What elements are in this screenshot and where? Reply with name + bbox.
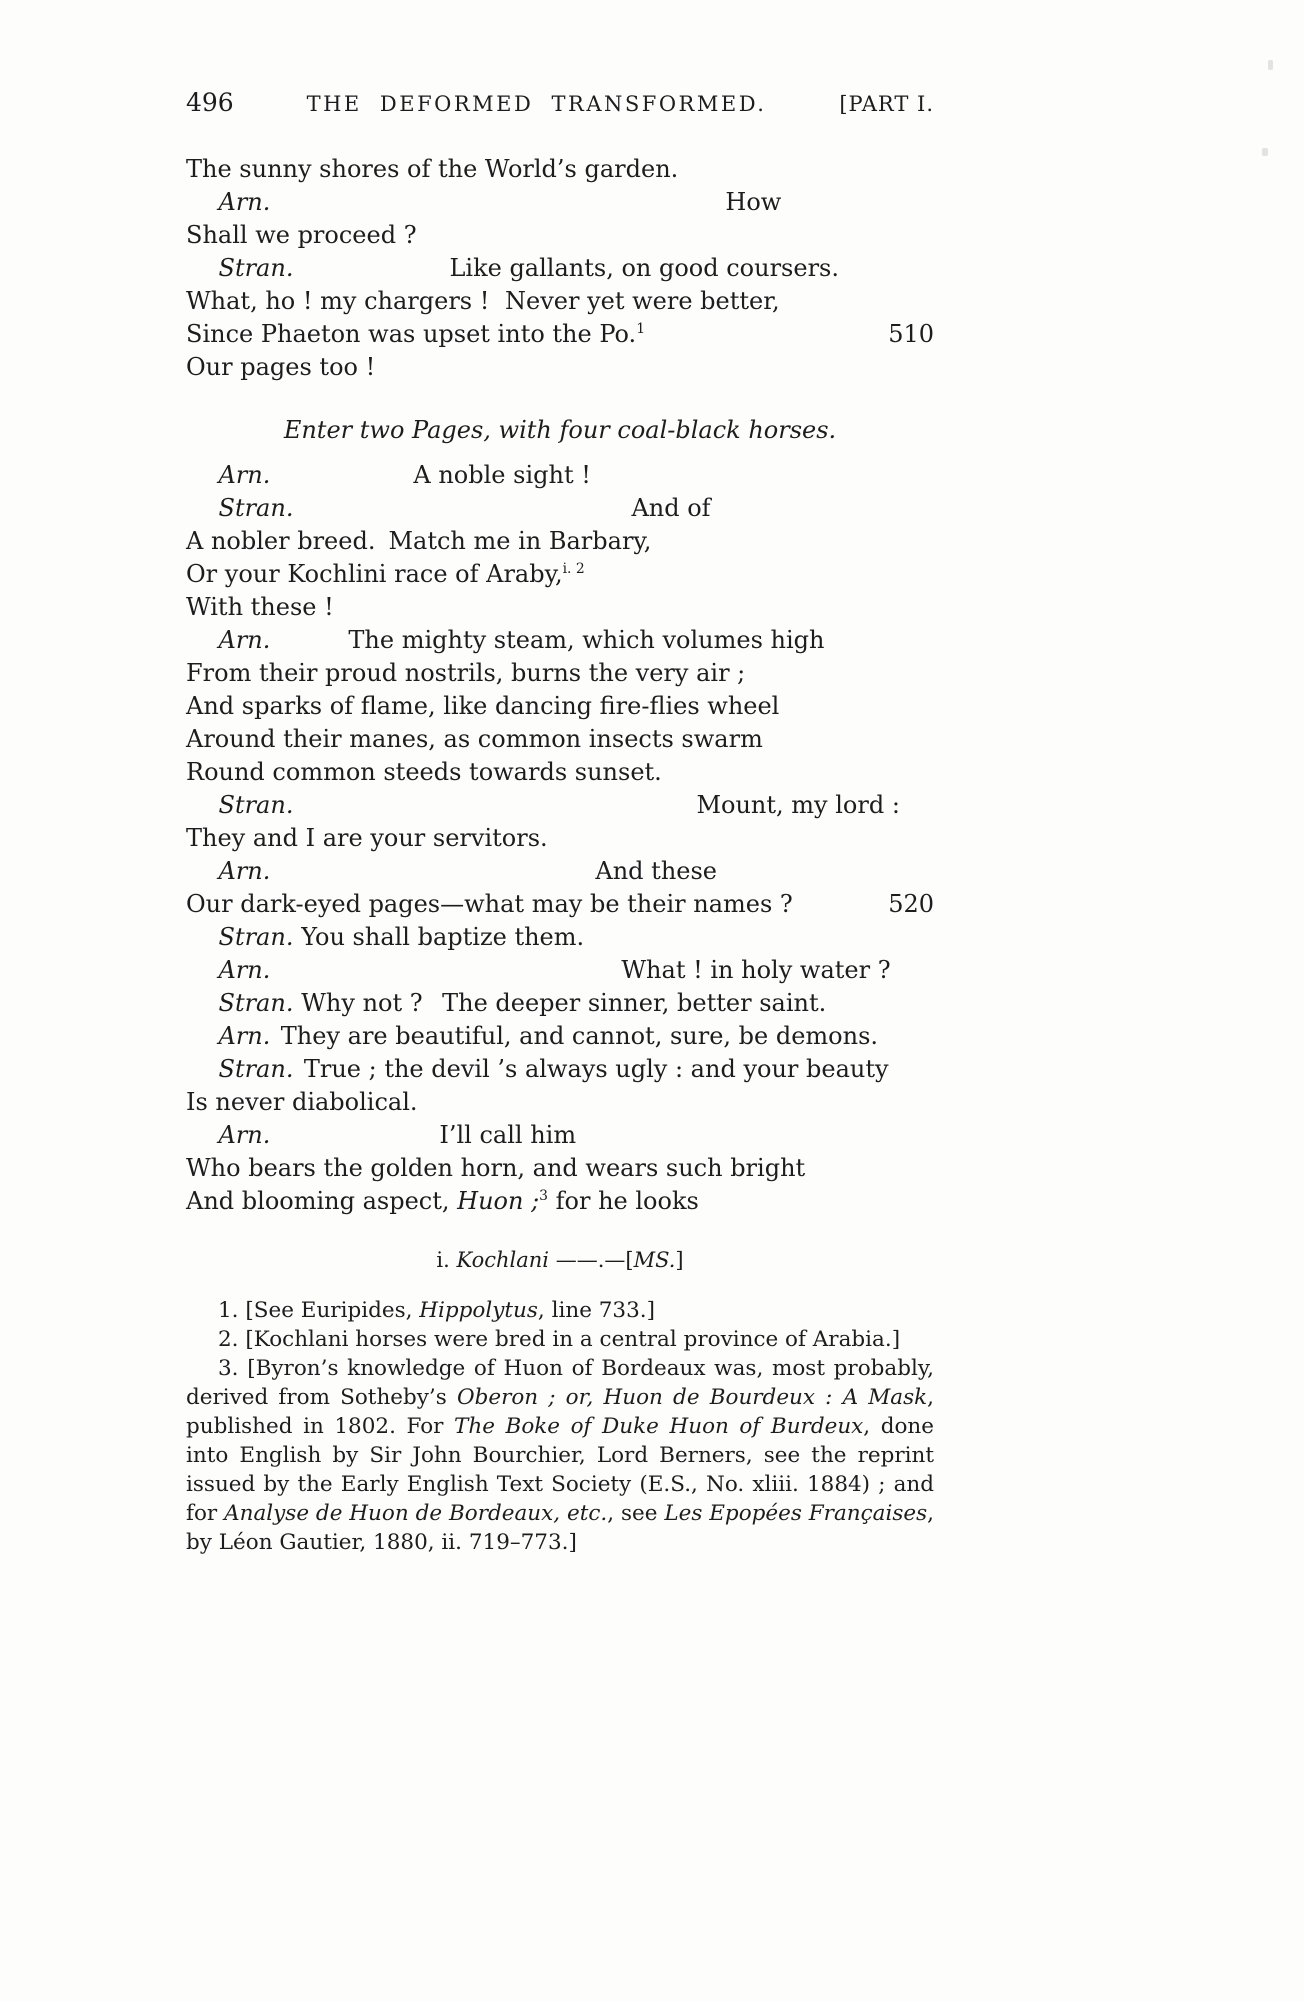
verse-line bbox=[186, 789, 934, 822]
text-segment: Is never diabolical. bbox=[186, 1088, 418, 1116]
footnote bbox=[186, 1296, 934, 1325]
text-segment: Our pages too ! bbox=[186, 353, 376, 381]
italic-segment: Kochlani bbox=[456, 1248, 550, 1272]
italic-segment: Oberon ; or, Huon de Bourdeux : A Mask bbox=[456, 1385, 928, 1410]
italic-segment: The Boke of Duke Huon of Burdeux bbox=[454, 1414, 864, 1439]
text-segment: 3. [Byron’s knowledge of Huon of Bordeaux was, most probably, derived from Sotheby’s bbox=[186, 1356, 934, 1410]
verse-line bbox=[186, 888, 934, 921]
text-segment: True ; the devil ’s always ugly : and your beauty bbox=[303, 1055, 889, 1083]
verse-body bbox=[186, 153, 934, 1218]
scan-artifact bbox=[1268, 60, 1273, 70]
verse-line bbox=[186, 318, 934, 351]
text-segment: Shall we proceed ? bbox=[186, 221, 417, 249]
speaker-label: Arn. bbox=[218, 461, 271, 489]
verse-line bbox=[186, 855, 934, 888]
text-segment: Or your Kochlini race of Araby, bbox=[186, 560, 563, 588]
page-header bbox=[186, 88, 934, 117]
text-segment: Our dark-eyed pages—what may be their names ? bbox=[186, 890, 793, 918]
speaker-label: Arn. bbox=[218, 188, 271, 216]
verse-line bbox=[186, 252, 934, 285]
page-number: 496 bbox=[186, 88, 234, 117]
text-segment: And sparks of flame, like dancing fire-flies wheel bbox=[186, 692, 780, 720]
speaker-label: Arn. bbox=[218, 1022, 271, 1050]
verse-line bbox=[186, 186, 934, 219]
speaker-label: Arn. bbox=[218, 857, 271, 885]
text-segment: The mighty steam, which volumes high bbox=[348, 626, 825, 654]
line-number: 510 bbox=[888, 320, 934, 348]
verse-line bbox=[186, 1020, 934, 1053]
text-segment: What, ho ! my chargers ! bbox=[186, 287, 490, 315]
italic-segment: Analyse de Huon de Bordeaux, etc. bbox=[224, 1501, 608, 1526]
text-segment: They and I are your servitors. bbox=[186, 824, 548, 852]
text-segment: How bbox=[725, 188, 782, 216]
text-segment: ——.—[ bbox=[549, 1248, 634, 1272]
speaker-label: Stran. bbox=[218, 791, 294, 819]
footnotes bbox=[186, 1296, 934, 1557]
italic-segment: Hippolytus bbox=[419, 1298, 538, 1323]
speaker-label: Stran. bbox=[218, 923, 294, 951]
text-segment: From their proud nostrils, burns the very air ; bbox=[186, 659, 746, 687]
footnote bbox=[186, 1354, 934, 1557]
italic-segment: Huon ; bbox=[457, 1187, 540, 1215]
text-segment: Like gallants, on good coursers. bbox=[449, 254, 839, 282]
verse-line bbox=[186, 492, 934, 525]
verse-line bbox=[186, 351, 934, 384]
text-segment: , done into English by Sir John Bourchier, Lord Berners, see the reprint issued by the Early English Text Society (E.S., No. xliii. 1884) ; and for bbox=[186, 1414, 934, 1526]
footnote-ref: i. 2 bbox=[562, 561, 585, 577]
verse-line bbox=[186, 591, 934, 624]
text-segment: A nobler breed. bbox=[186, 527, 376, 555]
text-segment: Never yet were better, bbox=[505, 287, 780, 315]
line-number: 520 bbox=[888, 890, 934, 918]
scan-artifact bbox=[1262, 148, 1268, 156]
verse-line bbox=[186, 1152, 934, 1185]
footnote bbox=[186, 1325, 934, 1354]
speaker-label: Arn. bbox=[218, 1121, 271, 1149]
verse-line bbox=[186, 1185, 934, 1218]
text-segment: ] bbox=[675, 1248, 684, 1272]
verse-line bbox=[186, 525, 934, 558]
text-column bbox=[186, 88, 934, 1557]
verse-line bbox=[186, 987, 934, 1020]
italic-segment: Enter two Pages, with four coal-black horses. bbox=[283, 416, 837, 444]
text-segment: Who bears the golden horn, and wears such bright bbox=[186, 1154, 806, 1182]
verse-line bbox=[186, 624, 934, 657]
verse-line bbox=[186, 558, 934, 591]
verse-line bbox=[186, 1053, 934, 1086]
verse-line bbox=[186, 1086, 934, 1119]
text-segment: With these ! bbox=[186, 593, 334, 621]
variant-note bbox=[186, 1248, 934, 1272]
text-segment: The deeper sinner, better saint. bbox=[442, 989, 827, 1017]
verse-line bbox=[186, 1119, 934, 1152]
text-segment: Since Phaeton was upset into the Po. bbox=[186, 320, 637, 348]
text-segment: 2. [Kochlani horses were bred in a central province of Arabia.] bbox=[218, 1327, 901, 1352]
text-segment: 1. [See Euripides, bbox=[218, 1298, 420, 1323]
text-segment: , see bbox=[607, 1501, 665, 1526]
text-segment: You shall baptize them. bbox=[301, 923, 585, 951]
text-segment: Mount, my lord : bbox=[696, 791, 900, 819]
text-segment: I’ll call him bbox=[439, 1121, 577, 1149]
verse-line bbox=[186, 459, 934, 492]
stage-direction bbox=[186, 414, 934, 447]
text-segment: The sunny shores of the World’s garden. bbox=[186, 155, 679, 183]
speaker-label: Stran. bbox=[218, 1055, 294, 1083]
text-segment: Around their manes, as common insects swarm bbox=[186, 725, 763, 753]
part-label: [PART I. bbox=[839, 92, 934, 116]
verse-line bbox=[186, 153, 934, 186]
speaker-label: Stran. bbox=[218, 989, 294, 1017]
verse-line bbox=[186, 723, 934, 756]
verse-line bbox=[186, 954, 934, 987]
verse-line bbox=[186, 756, 934, 789]
running-title: THE DEFORMED TRANSFORMED. bbox=[306, 92, 767, 116]
text-segment: They are beautiful, and cannot, sure, be demons. bbox=[280, 1022, 879, 1050]
text-segment: Round common steeds towards sunset. bbox=[186, 758, 662, 786]
speaker-label: Arn. bbox=[218, 626, 271, 654]
text-segment: , by Léon Gautier, 1880, ii. 719–773.] bbox=[186, 1501, 934, 1555]
verse-line bbox=[186, 219, 934, 252]
speaker-label: Stran. bbox=[218, 254, 294, 282]
text-segment: Match me in Barbary, bbox=[388, 527, 652, 555]
verse-line bbox=[186, 921, 934, 954]
verse-line bbox=[186, 285, 934, 318]
text-segment: What ! in holy water ? bbox=[621, 956, 891, 984]
text-segment: And these bbox=[595, 857, 717, 885]
text-segment: , published in 1802. For bbox=[186, 1385, 934, 1439]
footnote-ref: 1 bbox=[636, 321, 646, 337]
speaker-label: Arn. bbox=[218, 956, 271, 984]
text-segment: for he looks bbox=[548, 1187, 699, 1215]
italic-segment: MS. bbox=[633, 1248, 676, 1272]
footnote-ref: 3 bbox=[539, 1188, 549, 1204]
text-segment: A noble sight ! bbox=[413, 461, 591, 489]
italic-segment: Les Epopées Françaises bbox=[664, 1501, 928, 1526]
text-segment: And blooming aspect, bbox=[186, 1187, 458, 1215]
text-segment: i. bbox=[436, 1248, 457, 1272]
verse-line bbox=[186, 690, 934, 723]
verse-line bbox=[186, 657, 934, 690]
verse-line bbox=[186, 822, 934, 855]
text-segment: And of bbox=[631, 494, 711, 522]
text-segment: , line 733.] bbox=[537, 1298, 656, 1323]
speaker-label: Stran. bbox=[218, 494, 294, 522]
text-segment: Why not ? bbox=[301, 989, 423, 1017]
